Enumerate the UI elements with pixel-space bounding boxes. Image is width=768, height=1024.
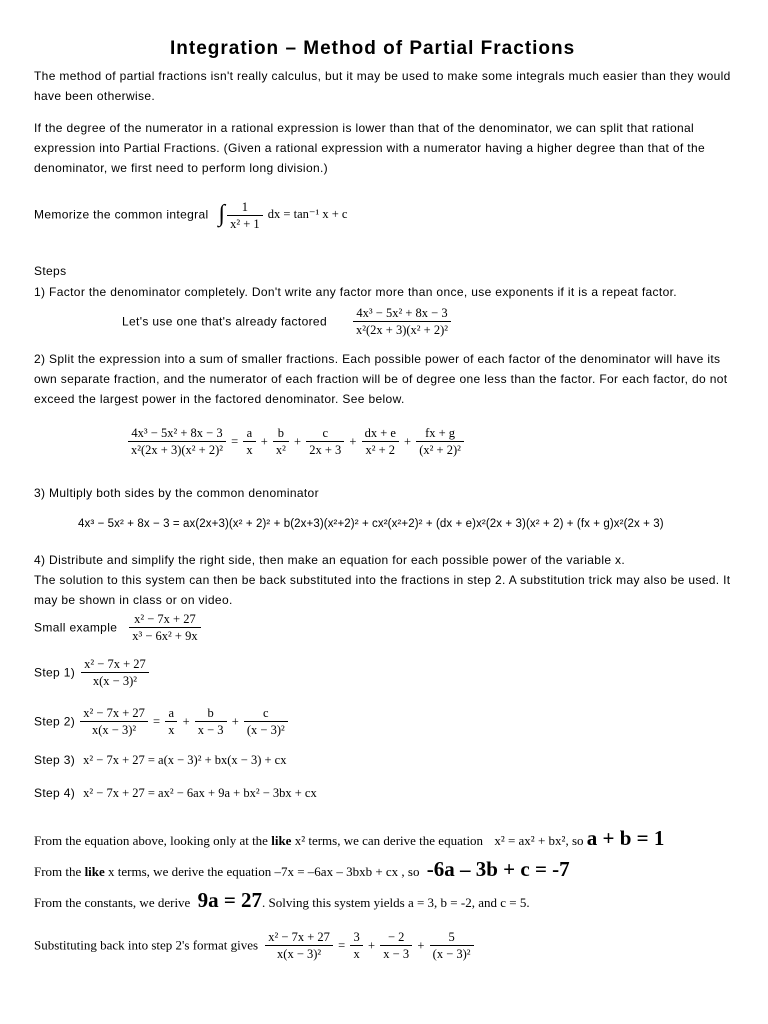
example-term-a [165,706,177,737]
factored-example [122,306,453,337]
step-2-text: 2) Split the expression into a sum of smaller fractions. Each possible power of each factor of the denominator will have its own separate fraction, and the numerator of each fraction will be of degree one less than the factor. For each factor, do not exceed the largest power in the factored denominator. See below. [34,352,728,406]
example-step-4 [34,784,317,802]
example-step-4-label: Step 4) [34,786,76,800]
step-4-text: 4) Distribute and simplify the right side, then make an equation for each possible power of the variable x. [34,553,626,567]
small-example [34,612,203,643]
fraction-denominator: x(x − 3)² [81,672,149,688]
fraction-denominator: x²(2x + 3)(x² + 2)² [128,441,226,457]
small-example-fraction [129,612,200,643]
memorize-label: Memorize the common integral [34,207,209,222]
fraction-denominator: (x² + 2)² [416,441,464,457]
fraction-denominator: x³ − 6x² + 9x [129,627,200,643]
multiplied-equation: 4x³ − 5x² + 8x − 3 = ax(2x+3)(x² + 2)² + b(2x+3)(x²+2)² + cx²(x²+2)² + (dx + e)x²(2x + 3)(x² + 2) + (fx + g)x²(2x + 3) [78,518,664,530]
example-step-2-label: Step 2) [34,714,76,729]
like-x2-middle: x² terms, we can derive the equation [294,833,484,848]
partial-fraction-split: $\frac{\text{4x³ − 5x² + 8x − 3}}{\text{x²(2x + 3)(x² + 2)²}}$ = $\frac{a}{x}$ + $\frac{b}{\text{x²}}$ + $\frac{c}{2x + 3}$ + $\frac{dx + e}{\text{x² + 2}}$ + $\frac{fx + g}{\text{(x² + 2)²}}$ [126,426,466,457]
integral-fraction [227,200,263,231]
fraction-numerator: 4x³ − 5x² + 8x − 3 [131,426,223,440]
like-x2-intro: From the equation above, looking only at the [34,833,268,848]
split-term-a [243,426,255,457]
constants-solution: . Solving this system yields a = 3, b = -2, and c = 5. [262,895,530,910]
example-step-1 [34,657,151,688]
split-term-f [416,426,464,457]
fraction-numerator: b [277,426,284,440]
example-step-2-fraction [80,706,148,737]
constants-result: 9a = 27 [197,888,263,912]
fraction-denominator: x [350,945,362,961]
example-step-4-equation: x² − 7x + 27 = ax² − 6ax + 9a + bx² − 3bx + cx [83,786,317,800]
fraction-denominator: x² + 2 [362,441,399,457]
fraction-numerator: a [246,426,253,440]
memorize-line [34,200,347,231]
fraction-numerator: a [168,706,175,720]
final-term-c [430,930,474,961]
split-term-c [306,426,344,457]
degree-note-paragraph: If the degree of the numerator in a rational expression is lower than that of the denominator, we can split that rational expression into Partial Fractions. (Given a rational expression with a numerator having a higher degree than that of the denominator, we first need to perform long division.) [34,121,706,175]
constants-line [34,888,530,913]
split-lhs-fraction [128,426,226,457]
fraction-denominator: (x − 3)² [244,721,288,737]
like-x-intro: From the [34,864,82,879]
fraction-denominator: x − 3 [380,945,412,961]
fraction-numerator: x² − 7x + 27 [134,612,196,626]
fraction-numerator: x² − 7x + 27 [268,930,330,944]
step-3-text: 3) Multiply both sides by the common denominator [34,486,319,500]
fraction-denominator: x [165,721,177,737]
split-term-b [273,426,289,457]
fraction-numerator: 3 [353,930,360,944]
fraction-numerator: − 2 [387,930,405,944]
final-label: Substituting back into step 2's format gives [34,937,259,953]
fraction-numerator: fx + g [425,426,456,440]
split-term-d [362,426,399,457]
example-step-3-label: Step 3) [34,753,76,767]
integral-sign: ∫ [218,200,226,227]
example-term-b [195,706,227,737]
fraction-numerator: b [207,706,214,720]
example-step-1-label: Step 1) [34,665,76,680]
steps-heading: Steps [34,264,67,278]
fraction-numerator: dx + e [364,426,396,440]
example-term-c [244,706,288,737]
integral-result: dx = tan⁻¹ x + c [267,207,348,222]
like-x2-result: a + b = 1 [586,826,665,850]
fraction-numerator: c [322,426,328,440]
like-x-result: -6a – 3b + c = -7 [426,857,570,881]
intro-paragraph: The method of partial fractions isn't really calculus, but it may be used to make some integrals much easier than they would have been otherwise. [34,69,731,103]
fraction-numerator: 4x³ − 5x² + 8x − 3 [356,306,448,320]
like-emphasis: like [84,864,105,879]
fraction-denominator: x(x − 3)² [265,945,333,961]
fraction-denominator: x²(2x + 3)(x² + 2)² [353,321,451,337]
fraction-numerator: x² − 7x + 27 [84,657,146,671]
factored-label: Let's use one that's already factored [122,314,327,329]
fraction-denominator: x [243,441,255,457]
fraction-denominator: 2x + 3 [306,441,344,457]
fraction-denominator: x − 3 [195,721,227,737]
like-x-middle: x terms, we derive the equation –7x = –6ax – 3bxb + cx , so [108,864,420,879]
final-lhs-fraction [265,930,333,961]
integral-formula [218,200,348,231]
fraction-denominator: x(x − 3)² [80,721,148,737]
like-x2-equation: x² = ax² + bx², so [494,833,584,848]
solution-note: The solution to this system can then be back substituted into the fractions in step 2. A substitution trick may also be used. It may be shown in class or on video. [34,573,731,607]
final-substitution: Substituting back into step 2's format gives $\frac{\text{x² − 7x + 27}}{\text{x(x − 3)²}}$ = $\frac{3}{x}$ + $\frac{- 2}{x - 3}$ + $\frac{5}{\text{(x − 3)²}}$ [34,930,476,961]
small-example-label: Small example [34,620,118,635]
final-term-b [380,930,412,961]
fraction-numerator: x² − 7x + 27 [83,706,145,720]
final-term-a [350,930,362,961]
fraction-denominator: x² + 1 [227,215,263,231]
example-step-3 [34,751,286,769]
like-x2-line [34,826,664,851]
example-step-2: Step 2) $\frac{\text{x² − 7x + 27}}{\text{x(x − 3)²}}$ = $\frac{a}{x}$ + $\frac{b}{x - 3}$ + $\frac{c}{\text{(x − 3)²}}$ [34,706,290,737]
fraction-denominator: x² [273,441,289,457]
fraction-numerator: 5 [448,930,455,944]
like-x-line [34,857,570,882]
step-1-text: 1) Factor the denominator completely. Don't write any factor more than once, use exponents if it is a repeat factor. [34,285,677,299]
factored-fraction [353,306,451,337]
like-emphasis: like [271,833,292,848]
example-step-1-fraction [81,657,149,688]
fraction-numerator: c [263,706,269,720]
page-title: Integration – Method of Partial Fractions [170,38,576,59]
example-step-3-equation: x² − 7x + 27 = a(x − 3)² + bx(x − 3) + cx [83,753,287,767]
fraction-denominator: (x − 3)² [430,945,474,961]
fraction-numerator: 1 [241,200,249,214]
constants-intro: From the constants, we derive [34,895,191,910]
